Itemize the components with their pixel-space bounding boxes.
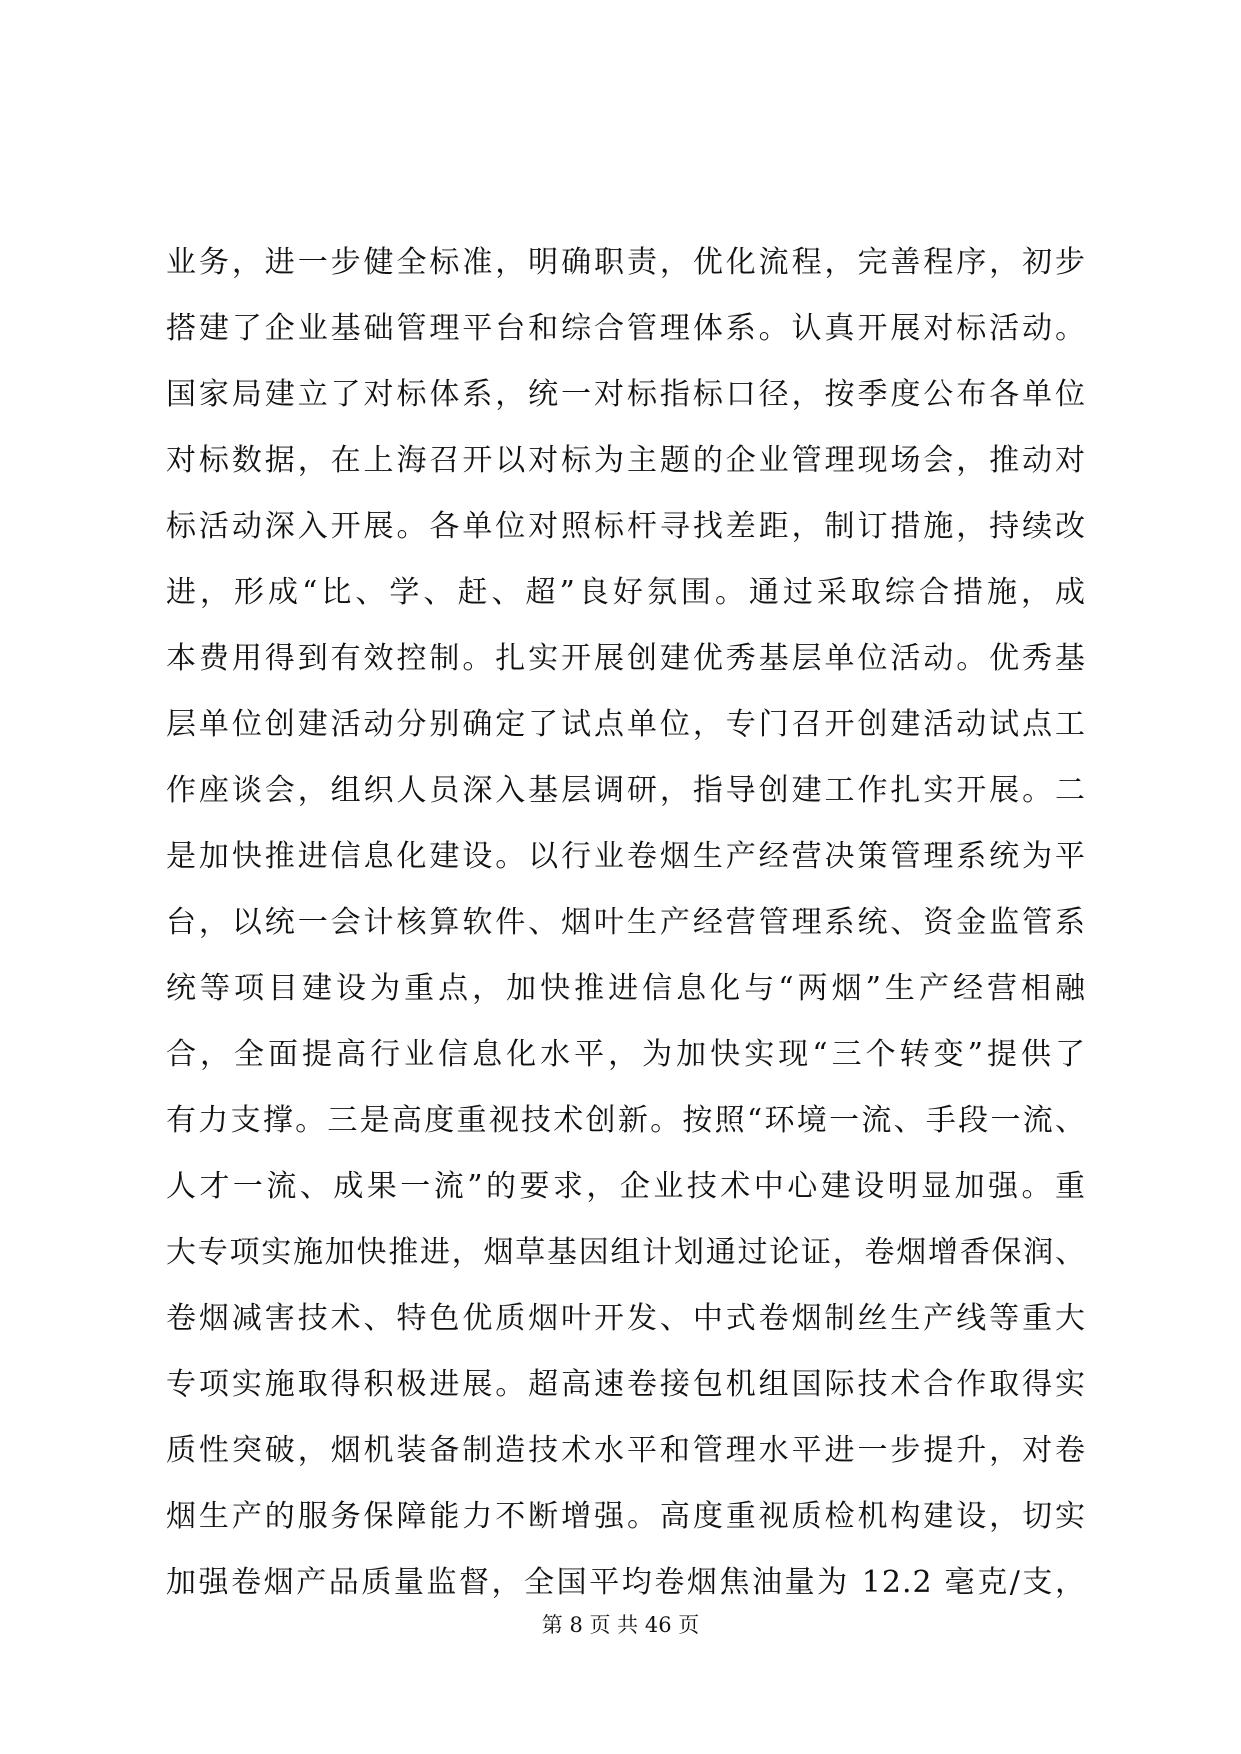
text-line: 作座谈会，组织人员深入基层调研，指导创建工作扎实开展。二 — [166, 773, 1086, 808]
text-line: 有力支撑。三是高度重视技术创新。按照“环境一流、手段一流、 — [166, 1103, 1086, 1138]
text-line: 标活动深入开展。各单位对照标杆寻找差距，制订措施，持续改 — [166, 509, 1086, 544]
text-line: 国家局建立了对标体系，统一对标指标口径，按季度公布各单位 — [166, 377, 1086, 412]
page-number-label: 第 8 页 共 46 页 — [541, 1613, 700, 1637]
text-line: 卷烟减害技术、特色优质烟叶开发、中式卷烟制丝生产线等重大 — [166, 1301, 1086, 1336]
text-line: 统等项目建设为重点，加快推进信息化与“两烟”生产经营相融 — [166, 971, 1086, 1006]
text-line: 进，形成“比、学、赶、超”良好氛围。通过采取综合措施，成 — [166, 575, 1086, 610]
text-line: 质性突破，烟机装备制造技术水平和管理水平进一步提升，对卷 — [166, 1433, 1086, 1468]
text-line: 人才一流、成果一流”的要求，企业技术中心建设明显加强。重 — [166, 1169, 1086, 1204]
text-line: 台，以统一会计核算软件、烟叶生产经营管理系统、资金监管系 — [166, 905, 1086, 940]
text-line: 本费用得到有效控制。扎实开展创建优秀基层单位活动。优秀基 — [166, 641, 1086, 676]
text-line: 专项实施取得积极进展。超高速卷接包机组国际技术合作取得实 — [166, 1367, 1086, 1402]
text-line: 加强卷烟产品质量监督，全国平均卷烟焦油量为 12.2 毫克/支， — [166, 1565, 1086, 1600]
text-line: 对标数据，在上海召开以对标为主题的企业管理现场会，推动对 — [166, 443, 1086, 478]
text-line: 是加快推进信息化建设。以行业卷烟生产经营决策管理系统为平 — [166, 839, 1086, 874]
text-line: 烟生产的服务保障能力不断增强。高度重视质检机构建设，切实 — [166, 1499, 1086, 1534]
text-line: 大专项实施加快推进，烟草基因组计划通过论证，卷烟增香保润、 — [166, 1235, 1086, 1270]
text-line: 合，全面提高行业信息化水平，为加快实现“三个转变”提供了 — [166, 1037, 1086, 1072]
body-text — [166, 230, 1086, 1616]
page-footer — [0, 1610, 1241, 1640]
text-line: 层单位创建活动分别确定了试点单位，专门召开创建活动试点工 — [166, 707, 1086, 742]
text-line: 搭建了企业基础管理平台和综合管理体系。认真开展对标活动。 — [166, 311, 1086, 346]
text-line: 业务，进一步健全标准，明确职责，优化流程，完善程序，初步 — [166, 245, 1086, 280]
